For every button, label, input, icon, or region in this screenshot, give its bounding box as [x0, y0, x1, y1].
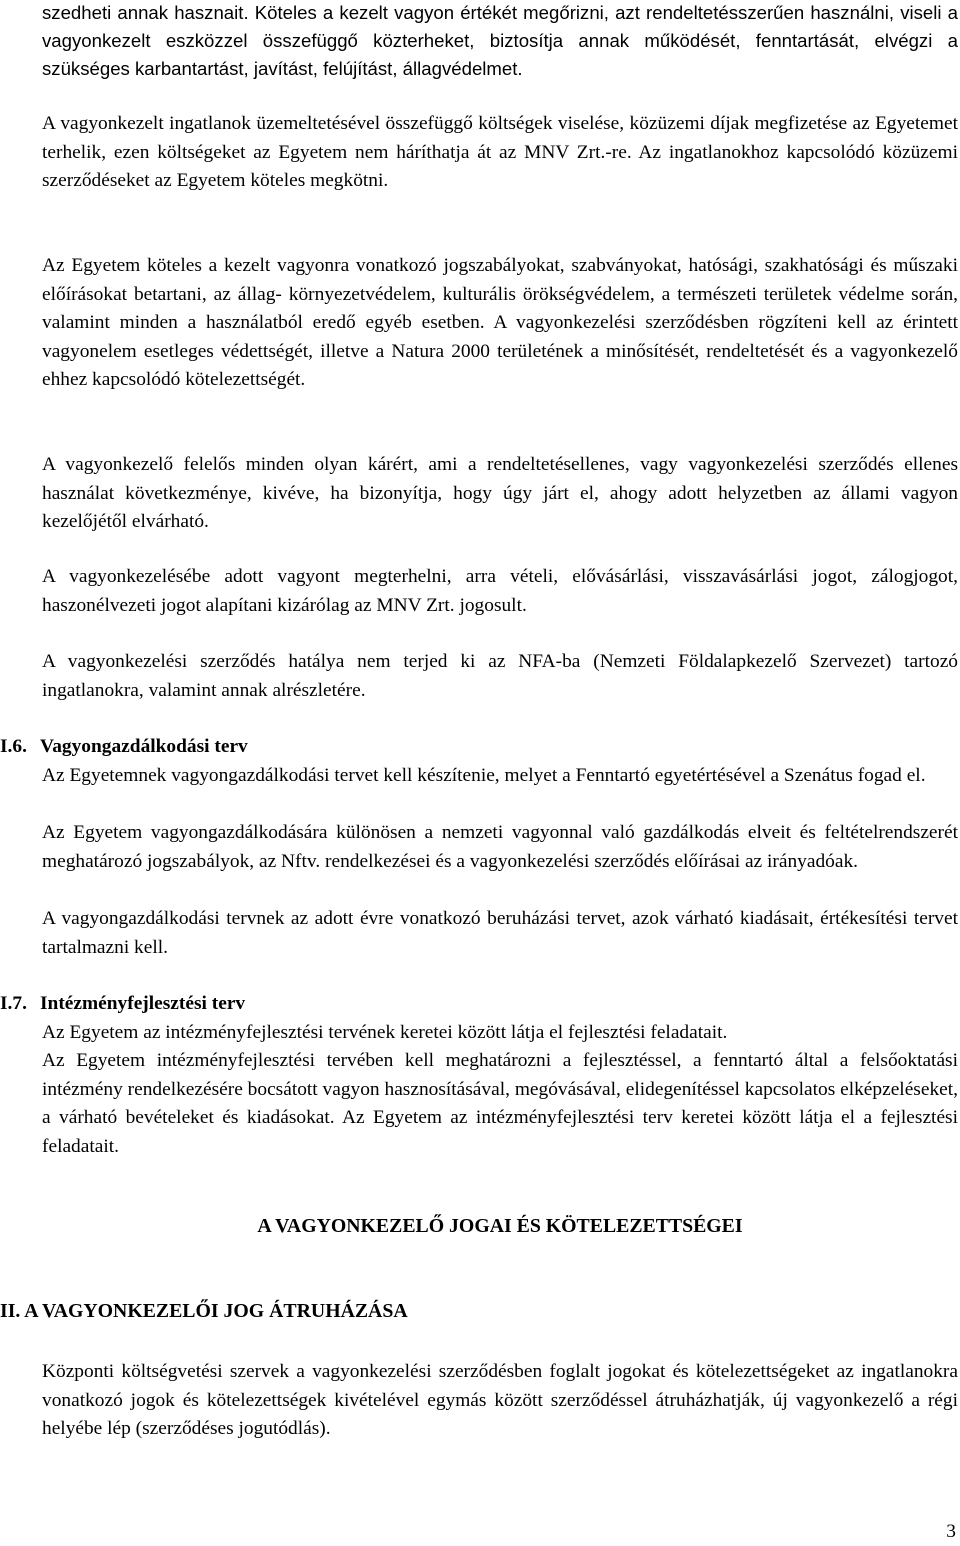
paragraph-asset-obligations: szedheti annak hasznait. Köteles a kezelt vagyon értékét megőrizni, azt rendeltetésszerűen használni, viseli a vagyonkezelt eszközzel összefüggő közterheket, biztosítja annak működését, fenntartását, elvégzi a szükséges karbantartást, javítást, felújítást, állagvédelmet. [42, 2, 958, 79]
paragraph-i6-rules: Az Egyetem vagyongazdálkodására különösen a nemzeti vagyonnal való gazdálkodás elveit és feltételrendszerét meghatározó jogszabályok, az Nftv. rendelkezései és a vagyonkezelési szerződés előírásai az irányadóak. [42, 822, 958, 872]
paragraph-i7-framework: Az Egyetem az intézményfejlesztési tervének keretei között látja el fejlesztési feladatait. [42, 1022, 728, 1043]
section-title-ii: II. A VAGYONKEZELŐI JOG ÁTRUHÁZÁSA [0, 1300, 408, 1322]
section-heading-i6 [0, 733, 248, 762]
section-number-i6: I.6. [0, 736, 27, 757]
paragraph-i6-content: A vagyongazdálkodási tervnek az adott évre vonatkozó beruházási tervet, azok várható kiadásait, értékesítési tervet tartalmazni kell. [42, 908, 958, 958]
paragraph-operating-costs: A vagyonkezelt ingatlanok üzemeltetésével összefüggő költségek viselése, közüzemi díjak megfizetése az Egyetemet terhelik, ezen költségeket az Egyetem nem háríthatja át az MNV Zrt.-re. Az ingatlanokhoz kapcsolódó közüzemi szerződéseket az Egyetem köteles megkötni. [42, 113, 958, 192]
chapter-heading: A VAGYONKEZELŐ JOGAI ÉS KÖTELEZETTSÉGEI [257, 1215, 743, 1237]
section-title-i7: Intézményfejlesztési terv [40, 993, 246, 1014]
paragraph-regulatory-compliance: Az Egyetem köteles a kezelt vagyonra vonatkozó jogszabályokat, szabványokat, hatósági, szakhatósági és műszaki előírásokat betartani, az állag- környezetvédelem, kulturális örökségvédelem, a természeti területek védelme során, valamint minden a használatból eredő egyéb esetben. A vagyonkezelési szerződésben rögzíteni kell az érintett vagyonelem esetleges védettségét, illetve a Natura 2000 területének a minősítését, rendeltetését és a vagyonkezelő ehhez kapcsolódó kötelezettségét. [42, 255, 958, 391]
paragraph-i7-plan: Az Egyetem intézményfejlesztési tervében kell meghatározni a fejlesztéssel, a fenntartó által a felsőoktatási intézmény rendelkezésére bocsátott vagyon hasznosításával, megóvásával, elidegenítéssel kapcsolatos elképzeléseket, a várható bevételeket és kiadásokat. Az Egyetem az intézményfejlesztési terv keretei között látja el a fejlesztési feladatait. [42, 1050, 958, 1157]
paragraph-encumbrance: A vagyonkezelésébe adott vagyont megterhelni, arra vételi, elővásárlási, visszavásárlási jogot, zálogjogot, haszonélvezeti jogot alapítani kizárólag az MNV Zrt. jogosult. [42, 566, 958, 616]
paragraph-liability: A vagyonkezelő felelős minden olyan kárért, ami a rendeltetésellenes, vagy vagyonkezelési szerződés ellenes használat következménye, kivéve, ha bizonyítja, hogy úgy járt el, ahogy adott helyzetben az állami vagyon kezelőjétől elvárható. [42, 454, 958, 533]
paragraph-ii-transfer: Központi költségvetési szervek a vagyonkezelési szerződésben foglalt jogokat és kötelezettségeket az ingatlanokra vonatkozó jogok és kötelezettségek kivételével egymás között szerződéssel átruházhatják, új vagyonkezelő a régi helyébe lép (szerződéses jogutódlás). [42, 1361, 958, 1440]
section-title-i6: Vagyongazdálkodási terv [40, 736, 248, 757]
paragraph-i6-plan: Az Egyetemnek vagyongazdálkodási tervet kell készítenie, melyet a Fenntartó egyetértésével a Szenátus fogad el. [42, 765, 926, 786]
section-number-i7: I.7. [0, 993, 27, 1014]
section-heading-i7 [0, 990, 245, 1019]
paragraph-nfa-scope: A vagyonkezelési szerződés hatálya nem terjed ki az NFA-ba (Nemzeti Földalapkezelő Szervezet) tartozó ingatlanokra, valamint annak alrészletére. [42, 651, 958, 701]
page-number: 3 [946, 1521, 956, 1542]
